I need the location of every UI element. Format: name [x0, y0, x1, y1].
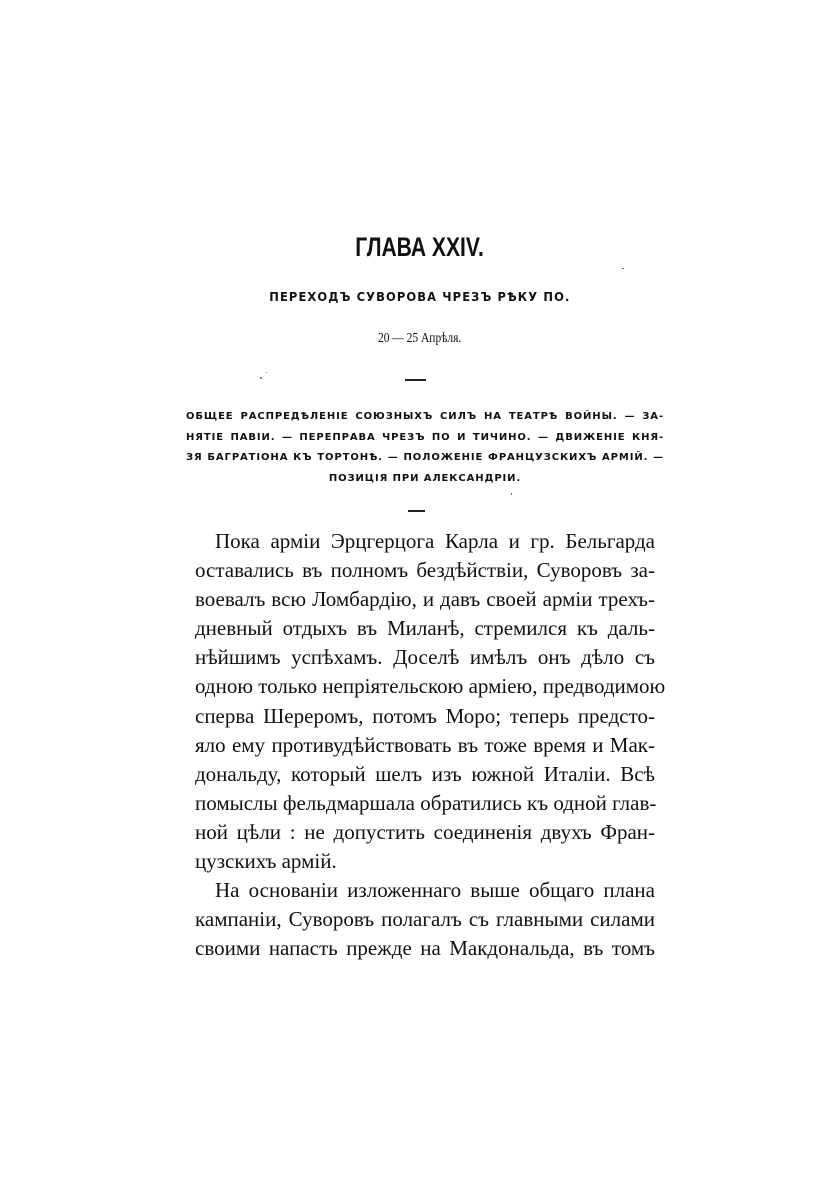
- chapter-subtitle: ПЕРЕХОДЪ СУВОРОВА ЧРЕЗЪ РѢКУ ПО.: [269, 289, 571, 304]
- summary-line: НЯТІЕ ПАВІИ. — ПЕРЕПРАВА ЧРЕЗЪ ПО И ТИЧИНО. — ДВИЖЕНІЕ КНЯ-: [186, 431, 664, 443]
- divider-top: [405, 379, 426, 381]
- body-line: воевалъ всю Ломбардію, и давъ своей арміи трехъ-: [195, 587, 655, 612]
- scan-speck: [260, 377, 262, 379]
- summary-line: ОБЩЕЕ РАСПРЕДѢЛЕНІЕ СОЮЗНЫХЪ СИЛЪ НА ТЕАТРѢ ВОЙНЫ. — ЗА-: [186, 411, 664, 422]
- summary-line: ПОЗИЦІЯ ПРИ АЛЕКСАНДРІИ.: [328, 472, 522, 484]
- body-line: яло ему противудѣйствовать въ тоже время и Мак-: [195, 732, 655, 757]
- body-text: [195, 527, 666, 963]
- body-line: кампаніи, Суворовъ полагалъ съ главными силами: [195, 907, 655, 932]
- scan-speck: [622, 268, 624, 269]
- chapter-date: 20 — 25 Апрѣля.: [377, 331, 462, 346]
- body-line: ной цѣли : не допустить соединенія двухъ Фран-: [195, 819, 655, 844]
- body-line: одною только непріятельскою арміею, предводимою: [195, 674, 666, 699]
- summary-line: ЗЯ БАГРАТІОНА КЪ ТОРТОНѢ. — ПОЛОЖЕНІЕ ФРАНЦУЗСКИХЪ АРМІЙ. —: [186, 452, 664, 463]
- body-line: сперва Шереромъ, потомъ Моро; теперь предсто-: [195, 703, 655, 728]
- chapter-title: ГЛАВА XXIV.: [355, 232, 484, 262]
- body-line: помыслы фельдмаршала обратились къ одной глав-: [195, 790, 657, 815]
- scan-speck: [511, 493, 512, 495]
- body-line: Пока арміи Эрцгерцога Карла и гр. Бельгарда: [215, 529, 655, 553]
- body-line: цузскихъ армій.: [195, 849, 337, 874]
- body-line: дональду, который шелъ изъ южной Италіи. Всѣ: [195, 761, 655, 786]
- scan-speck: [266, 372, 267, 373]
- body-line: нѣйшимъ успѣхамъ. Доселѣ имѣлъ онъ дѣло съ: [195, 645, 655, 670]
- body-line: На основаніи изложеннаго выше общаго плана: [215, 878, 655, 903]
- chapter-summary: [186, 407, 664, 489]
- divider-bottom: [408, 510, 425, 512]
- body-line: своими напасть прежде на Макдональда, въ томъ: [195, 936, 655, 961]
- body-line: дневный отдыхъ въ Миланѣ, стремился къ даль-: [195, 616, 655, 641]
- body-line: оставались въ полномъ бездѣйствіи, Суворовъ за-: [195, 558, 655, 583]
